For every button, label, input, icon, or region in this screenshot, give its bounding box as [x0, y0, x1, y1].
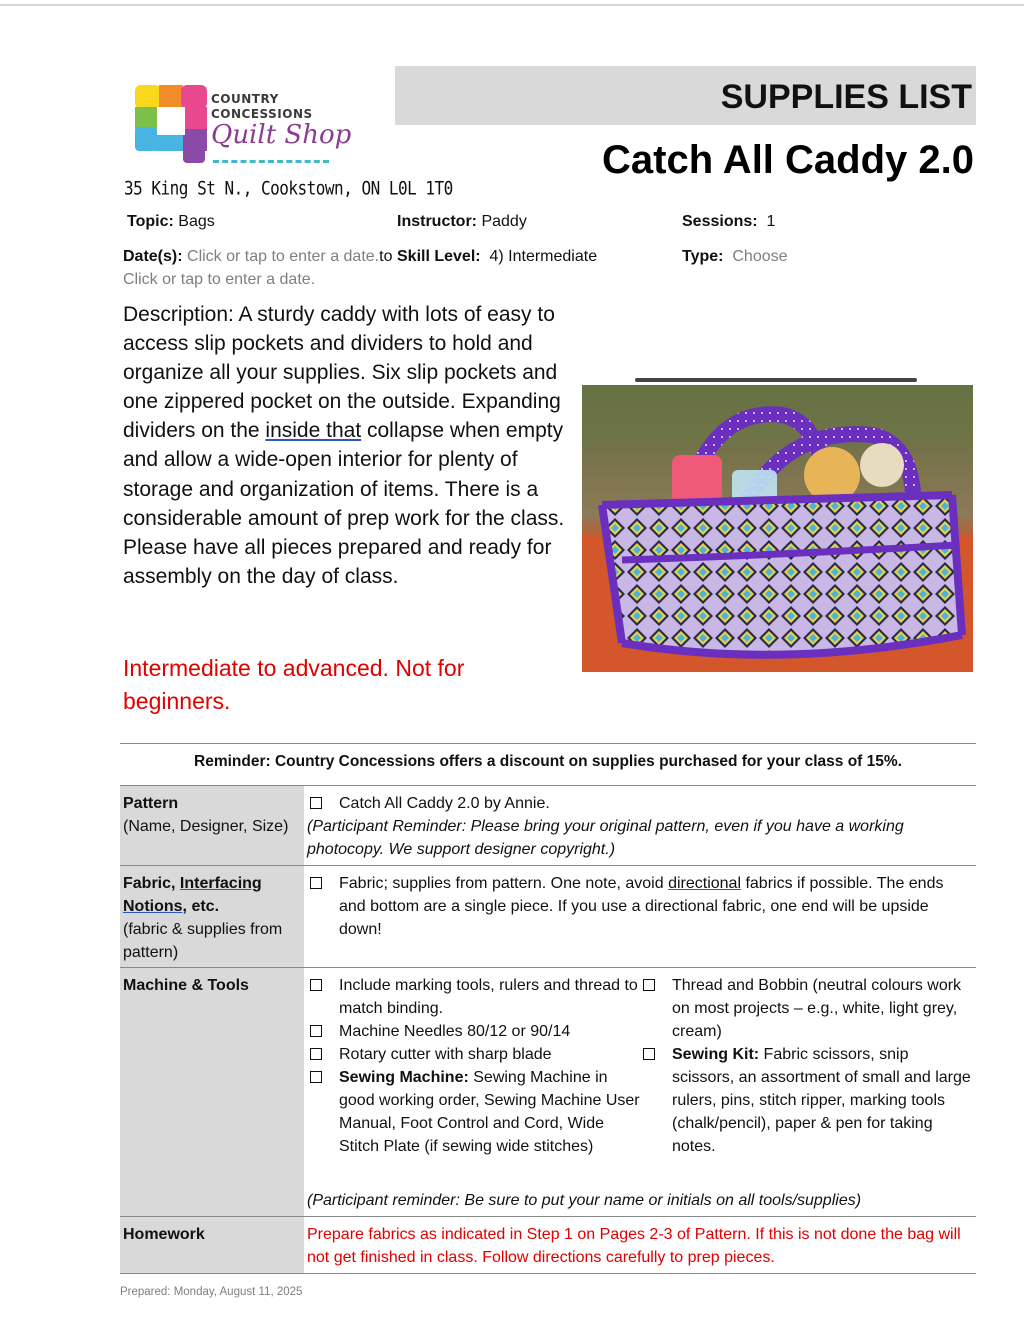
instructor-value: Paddy — [481, 213, 527, 230]
homework-text: Prepare fabrics as indicated in Step 1 on Pages 2-3 of Pattern. If this is not done the bag will not get finished in class. Follow directions carefully to prep pieces. — [307, 1226, 961, 1266]
list-item-text: Sewing Kit: Fabric scissors, snip scissors, an assortment of small and large rulers, pins, stitch ripper, marking tools (chalk/pencil), paper & pen for taking notes. — [672, 1046, 971, 1155]
homework-label-cell — [120, 1217, 304, 1273]
caddy-photo — [582, 385, 973, 672]
fabric-item-text: Fabric; supplies from pattern. One note, avoid directional fabrics if possible. The ends and bottom are a single piece. If you use a directional fabric, one end will be upside down! — [339, 875, 944, 938]
class-description — [123, 300, 583, 591]
list-item-text: Machine Needles 80/12 or 90/14 — [339, 1023, 571, 1040]
skill-warning: Intermediate to advanced. Not for beginners. — [123, 655, 465, 714]
fabric-label-cell — [120, 866, 304, 967]
logo-text-concessions: CONCESSIONS — [211, 107, 313, 121]
instructor-label: Instructor: — [397, 213, 477, 230]
pattern-label: Pattern — [123, 795, 179, 812]
homework-label: Homework — [123, 1226, 205, 1243]
pattern-note: (Participant Reminder: Please bring your original pattern, even if you have a working photocopy. We support designer copyright.) — [307, 818, 904, 858]
list-item — [640, 974, 973, 1043]
fabric-item — [307, 872, 973, 941]
date-end-input[interactable]: Click or tap to enter a date. — [123, 271, 316, 288]
type-label: Type: — [682, 248, 724, 265]
list-item — [307, 974, 640, 1020]
checkbox[interactable] — [310, 979, 322, 991]
pattern-item-text: Catch All Caddy 2.0 by Annie. — [339, 795, 550, 812]
machine-label: Machine & Tools — [123, 977, 249, 994]
fabric-sublabel: (fabric & supplies from pattern) — [123, 921, 283, 961]
topic-value: Bags — [178, 213, 215, 230]
machine-right-column — [640, 974, 973, 1158]
shop-logo — [135, 82, 365, 172]
list-item-text: Rotary cutter with sharp blade — [339, 1046, 552, 1063]
instructor-field — [397, 210, 527, 233]
date-start-input[interactable]: Click or tap to enter a date. — [187, 248, 380, 265]
checkbox[interactable] — [310, 1071, 322, 1083]
sessions-label: Sessions: — [682, 213, 758, 230]
discount-reminder: Reminder: Country Concessions offers a discount on supplies purchased for your class of 15%. — [120, 743, 976, 786]
list-item — [307, 1043, 640, 1066]
checkbox[interactable] — [310, 1048, 322, 1060]
pattern-content-cell — [304, 786, 976, 865]
table-row-homework — [120, 1217, 976, 1274]
checkbox[interactable] — [643, 979, 655, 991]
pattern-item — [307, 792, 973, 815]
sessions-value: 1 — [766, 213, 776, 230]
list-item — [640, 1043, 973, 1158]
skill-value[interactable]: 4) Intermediate — [489, 248, 598, 265]
quilt-logo-icon — [135, 85, 207, 163]
banner-title: SUPPLIES LIST — [720, 78, 972, 116]
shop-address: 35 King St N., Cookstown, ON L0L 1T0 — [124, 177, 453, 199]
type-dropdown[interactable]: Choose — [732, 248, 788, 265]
skill-label: Skill Level: — [397, 248, 481, 265]
fabric-label: Fabric, Interfacing Notions, etc. — [123, 875, 262, 915]
machine-left-column — [307, 974, 640, 1158]
dates-to: to — [379, 248, 393, 265]
table-row-fabric — [120, 866, 976, 968]
sessions-field — [682, 210, 775, 233]
table-row-pattern — [120, 786, 976, 866]
supplies-list-banner — [395, 66, 976, 125]
machine-content-cell — [304, 968, 976, 1216]
checkbox[interactable] — [643, 1048, 655, 1060]
type-field — [682, 245, 788, 268]
list-item — [307, 1020, 640, 1043]
photo-border-line — [635, 378, 917, 382]
topic-field — [127, 210, 215, 233]
pattern-label-cell — [120, 786, 304, 865]
checkbox[interactable] — [310, 877, 322, 889]
pattern-sublabel: (Name, Designer, Size) — [123, 818, 289, 835]
dates-field — [123, 245, 398, 291]
logo-text-quiltshop: Quilt Shop — [211, 120, 352, 150]
prepared-date: Prepared: Monday, August 11, 2025 — [120, 1286, 303, 1298]
top-rule — [0, 4, 1024, 6]
description-part1: Description: A sturdy caddy with lots of easy to access slip pockets and dividers to hold and organize all your supplies. Six slip pockets and one zippered pocket on the outside. Expanding dividers on the — [123, 303, 561, 443]
fabric-content-cell — [304, 866, 976, 967]
machine-columns — [307, 974, 973, 1158]
machine-label-cell — [120, 968, 304, 1216]
logo-dashes — [213, 160, 329, 163]
class-title: Catch All Caddy 2.0 — [602, 138, 974, 182]
skill-field — [397, 245, 597, 268]
topic-label: Topic: — [127, 213, 174, 230]
list-item-text: Include marking tools, rulers and thread to match binding. — [339, 977, 638, 1017]
dates-label: Date(s): — [123, 248, 183, 265]
description-underlined: inside that — [265, 419, 362, 443]
tools-note: (Participant reminder: Be sure to put your name or initials on all tools/supplies) — [307, 1192, 862, 1209]
list-item-text: Thread and Bobbin (neutral colours work on most projects – e.g., white, light grey, cream) — [672, 977, 962, 1040]
description-part2: collapse when empty and allow a wide-open interior for plenty of storage and organization of items. There is a considerable amount of prep work for the class. Please have all pieces prepared and ready for assembly on the day of class. — [123, 419, 565, 588]
logo-text-country: COUNTRY — [211, 92, 279, 106]
checkbox[interactable] — [310, 1025, 322, 1037]
list-item — [307, 1066, 640, 1158]
list-item-text: Sewing Machine: Sewing Machine in good working order, Sewing Machine User Manual, Foot Control and Cord, Wide Stitch Plate (if sewing wide stitches) — [339, 1069, 640, 1155]
checkbox[interactable] — [310, 797, 322, 809]
table-row-machine-tools — [120, 968, 976, 1217]
